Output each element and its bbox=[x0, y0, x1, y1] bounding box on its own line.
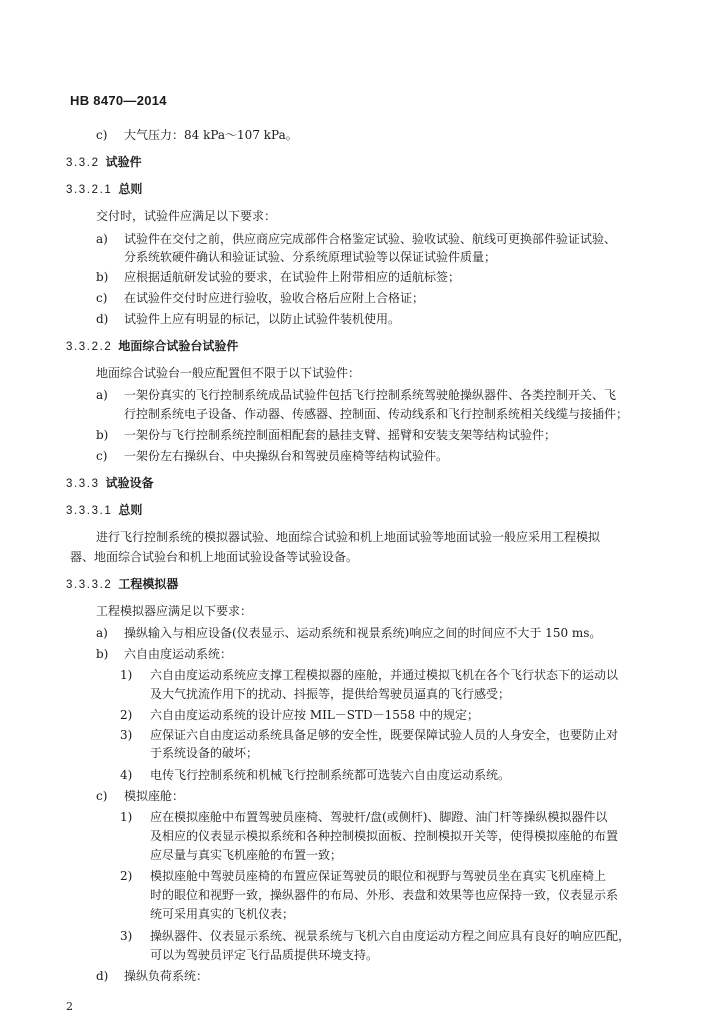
list-text: 一架份真实的飞行控制系统成品试验件包括飞行控制系统驾驶舱操纵器件、各类控制开关、飞 bbox=[124, 388, 617, 402]
sub-item-text-continuation: 应尽量与真实飞机座舱的布置一致； bbox=[150, 848, 343, 862]
list-text: 应根据适航研发试验的要求，在试验件上附带相应的适航标签； bbox=[124, 270, 461, 284]
section-title: 地面综合试验台试验件 bbox=[118, 339, 239, 353]
sub-item-text-continuation: 统可采用真实的飞机仪表； bbox=[150, 907, 295, 921]
list-marker: c) bbox=[96, 291, 108, 305]
list-marker: c) bbox=[96, 449, 108, 463]
sub-item-3 bbox=[120, 728, 618, 742]
sub-item-1 bbox=[120, 668, 618, 682]
section-number: 3.3.2.2 bbox=[66, 341, 113, 353]
list-item-c bbox=[96, 449, 448, 463]
list-item-a bbox=[96, 232, 616, 246]
sub-item-marker: 2) bbox=[120, 869, 133, 883]
list-item-b bbox=[96, 647, 232, 661]
paragraph: 进行飞行控制系统的模拟器试验、地面综合试验和机上地面试验等地面试验一般应采用工程模拟 bbox=[96, 530, 601, 544]
sub-item-marker: 3) bbox=[120, 929, 133, 943]
section-number: 3.3.2.1 bbox=[66, 184, 113, 196]
list-item-c-pressure bbox=[96, 128, 298, 142]
section-number: 3.3.3.1 bbox=[66, 505, 113, 517]
section-title: 试验设备 bbox=[105, 476, 154, 490]
sub-item-marker: 1) bbox=[120, 668, 133, 682]
sub-item-text: 应在模拟座舱中布置驾驶员座椅、驾驶杆/盘(或侧杆)、脚蹬、油门杆等操纵模拟器件以 bbox=[150, 810, 608, 824]
section-number: 3.3.3 bbox=[66, 478, 100, 490]
sub-item-2 bbox=[120, 708, 479, 722]
paragraph: 工程模拟器应满足以下要求： bbox=[96, 604, 253, 618]
section-heading-3-3-2-1 bbox=[66, 182, 142, 197]
list-text: 六自由度运动系统： bbox=[124, 647, 233, 661]
list-marker: b) bbox=[96, 270, 109, 284]
page-number: 2 bbox=[66, 1000, 73, 1013]
list-text: 在试验件交付时应进行验收，验收合格后应附上合格证； bbox=[124, 291, 425, 305]
sub-item-text-continuation: 时的眼位和视野一致，操纵器件的布局、外形、表盘和效果等也应保持一致，仪表显示系 bbox=[150, 888, 619, 902]
sub-item-marker: 1) bbox=[120, 810, 133, 824]
list-item-b bbox=[96, 428, 556, 442]
list-text: 一架份与飞行控制系统控制面相配套的悬挂支臂、摇臂和安装支架等结构试验件； bbox=[124, 428, 557, 442]
section-title: 总则 bbox=[118, 182, 143, 196]
list-text: 模拟座舱： bbox=[124, 789, 185, 803]
list-item-c bbox=[96, 789, 184, 803]
section-number: 3.3.2 bbox=[66, 157, 100, 169]
sub-item-4 bbox=[120, 768, 510, 782]
list-marker: d) bbox=[96, 312, 109, 326]
list-text: 操纵输入与相应设备(仪表显示、运动系统和视景系统)响应之间的时间应不大于 150 ms。 bbox=[124, 626, 602, 640]
section-heading-3-3-3-1 bbox=[66, 503, 142, 518]
list-text: 操纵负荷系统： bbox=[124, 969, 209, 983]
sub-item-text-continuation: 于系统设备的破坏； bbox=[150, 746, 259, 760]
sub-item-text: 模拟座舱中驾驶员座椅的布置应保证驾驶员的眼位和视野与驾驶员坐在真实飞机座椅上 bbox=[150, 869, 607, 883]
section-title: 试验件 bbox=[105, 155, 142, 169]
list-marker: a) bbox=[96, 388, 108, 402]
sub-item-text: 电传飞行控制系统和机械飞行控制系统都可选装六自由度运动系统。 bbox=[150, 768, 511, 782]
paragraph: 交付时，试验件应满足以下要求： bbox=[96, 209, 277, 223]
list-marker: b) bbox=[96, 647, 109, 661]
list-item-b bbox=[96, 270, 460, 284]
list-marker: b) bbox=[96, 428, 109, 442]
section-heading-3-3-2 bbox=[66, 155, 142, 170]
sub-item-text: 操纵器件、仪表显示系统、视景系统与飞机六自由度运动方程之间应具有良好的响应匹配， bbox=[150, 929, 631, 943]
list-text-continuation: 行控制系统电子设备、作动器、传感器、控制面、传动线系和飞行控制系统相关线缆与接插件； bbox=[124, 407, 629, 421]
list-text: 一架份左右操纵台、中央操纵台和驾驶员座椅等结构试验件。 bbox=[124, 449, 449, 463]
paragraph: 地面综合试验台一般应配置但不限于以下试验件： bbox=[96, 366, 361, 380]
list-text-continuation: 分系统软硬件确认和验证试验、分系统原理试验等以保证试验件质量； bbox=[124, 250, 497, 264]
section-heading-3-3-2-2 bbox=[66, 339, 238, 354]
list-marker: d) bbox=[96, 969, 109, 983]
list-item-a bbox=[96, 626, 601, 640]
section-heading-3-3-3 bbox=[66, 476, 154, 491]
list-text: 试验件上应有明显的标记，以防止试验件装机使用。 bbox=[124, 312, 401, 326]
list-marker: a) bbox=[96, 232, 108, 246]
sub-item-text-continuation: 可以为驾驶员评定飞行品质提供环境支持。 bbox=[150, 948, 379, 962]
section-heading-3-3-3-2 bbox=[66, 577, 178, 592]
list-marker: c) bbox=[96, 128, 108, 142]
list-item-d bbox=[96, 312, 400, 326]
sub-item-1 bbox=[120, 810, 607, 824]
sub-item-marker: 2) bbox=[120, 708, 133, 722]
list-item-a bbox=[96, 388, 616, 402]
sub-item-text-continuation: 及大气扰流作用下的扰动、抖振等，提供给驾驶员逼真的飞行感受； bbox=[150, 687, 511, 701]
section-number: 3.3.3.2 bbox=[66, 579, 113, 591]
sub-item-marker: 3) bbox=[120, 728, 133, 742]
section-title: 总则 bbox=[118, 503, 143, 517]
list-marker: a) bbox=[96, 626, 108, 640]
section-title: 工程模拟器 bbox=[118, 577, 179, 591]
sub-item-marker: 4) bbox=[120, 768, 133, 782]
list-text: 试验件在交付之前，供应商应完成部件合格鉴定试验、验收试验、航线可更换部件验证试验、 bbox=[124, 232, 617, 246]
paragraph-continuation: 器、地面综合试验台和机上地面试验设备等试验设备。 bbox=[70, 550, 359, 564]
list-marker: c) bbox=[96, 789, 108, 803]
document-code: HB 8470—2014 bbox=[70, 93, 167, 108]
sub-item-2 bbox=[120, 869, 606, 883]
sub-item-3 bbox=[120, 929, 630, 943]
list-item-d bbox=[96, 969, 208, 983]
sub-item-text-continuation: 及相应的仪表显示模拟系统和各种控制模拟面板、控制模拟开关等，使得模拟座舱的布置 bbox=[150, 829, 619, 843]
list-item-c bbox=[96, 291, 424, 305]
sub-item-text: 六自由度运动系统的设计应按 MIL－STD－1558 中的规定； bbox=[150, 708, 480, 722]
sub-item-text: 应保证六自由度运动系统具备足够的安全性，既要保障试验人员的人身安全，也要防止对 bbox=[150, 728, 619, 742]
list-text: 大气压力：84 kPa～107 kPa。 bbox=[124, 128, 298, 142]
sub-item-text: 六自由度运动系统应支撑工程模拟器的座舱，并通过模拟飞机在各个飞行状态下的运动以 bbox=[150, 668, 619, 682]
